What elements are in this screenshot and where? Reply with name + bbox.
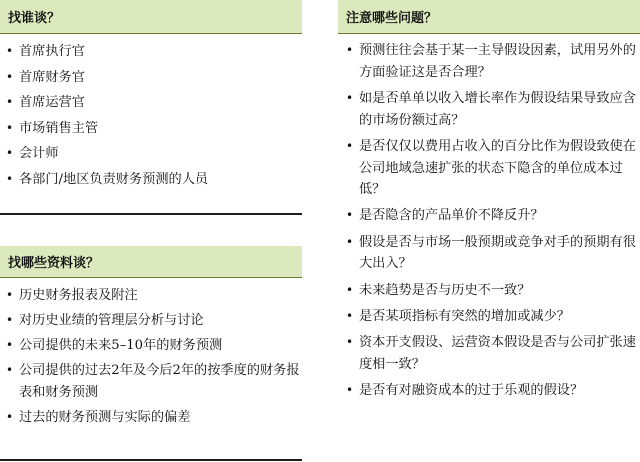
list-item: • 是否隐含的产品单价不降反升？ [343,205,640,227]
list-item: • 如是否单单以收入增长率作为假设结果导致应含的市场份额过高？ [343,88,640,131]
bullet-icon: • [346,282,354,297]
list-item: • 首席财务官 [3,65,302,91]
bullet-icon: • [346,308,354,323]
list-item: • 预测往往会基于某一主导假设因素，试用另外的方面验证这是否合理？ [343,40,640,83]
bullet-icon: • [346,334,354,349]
bullet-icon: • [6,95,14,110]
materials-title: 找哪些资料谈？ [0,246,302,278]
bullet-icon: • [346,208,354,223]
bullet-icon: • [346,382,354,397]
list-item: • 各部门/地区负责财务预测的人员 [3,167,302,193]
list-item: • 对历史业绩的管理层分析与讨论 [3,310,302,332]
materials-list [0,278,302,428]
bullet-icon: • [6,171,14,186]
bullet-icon: • [6,120,14,135]
bullet-icon: • [6,288,14,302]
who-to-talk-list [0,34,302,193]
list-item: • 资本开支假设、运营资本假设是否与公司扩张速度相一致？ [343,332,640,375]
bullet-icon: • [6,363,14,377]
who-to-talk-title: 找谁谈？ [0,0,302,34]
list-item: • 公司提供的过去2年及今后2年的按季度的财务报表和财务预测 [3,360,302,403]
bullet-icon: • [346,90,354,105]
list-item: • 假设是否与市场一般预期或竞争对手的预期有很大出入？ [343,232,640,275]
bullet-icon: • [346,138,354,153]
who-to-talk-panel [0,0,302,215]
list-item: • 是否仅仅以费用占收入的百分比作为假设致使在公司地域急速扩张的状态下隐含的单位成本过低？ [343,136,640,201]
list-item: • 会计师 [3,141,302,167]
bullet-icon: • [6,146,14,161]
list-item: • 未来趋势是否与历史不一致？ [343,280,640,302]
bullet-icon: • [6,44,14,58]
issues-panel [338,0,640,462]
bullet-icon: • [6,409,14,424]
bullet-icon: • [6,313,14,327]
list-item: • 是否有对融资成本的过于乐观的假设？ [343,380,640,402]
list-item: • 首席执行官 [3,39,302,65]
list-item: • 首席运营官 [3,90,302,116]
bullet-icon: • [6,69,14,84]
bullet-icon: • [6,338,14,352]
list-item: • 是否某项指标有突然的增加或减少？ [343,306,640,328]
list-item: • 历史财务报表及附注 [3,285,302,307]
issues-title: 注意哪些问题？ [338,0,640,34]
materials-panel [0,246,302,461]
issues-list [338,34,640,402]
list-item: • 公司提供的未来5–10年的财务预测 [3,335,302,357]
bullet-icon: • [346,43,354,57]
bullet-icon: • [346,234,354,249]
list-item: • 过去的财务预测与实际的偏差 [3,407,302,429]
list-item: • 市场销售主管 [3,116,302,142]
